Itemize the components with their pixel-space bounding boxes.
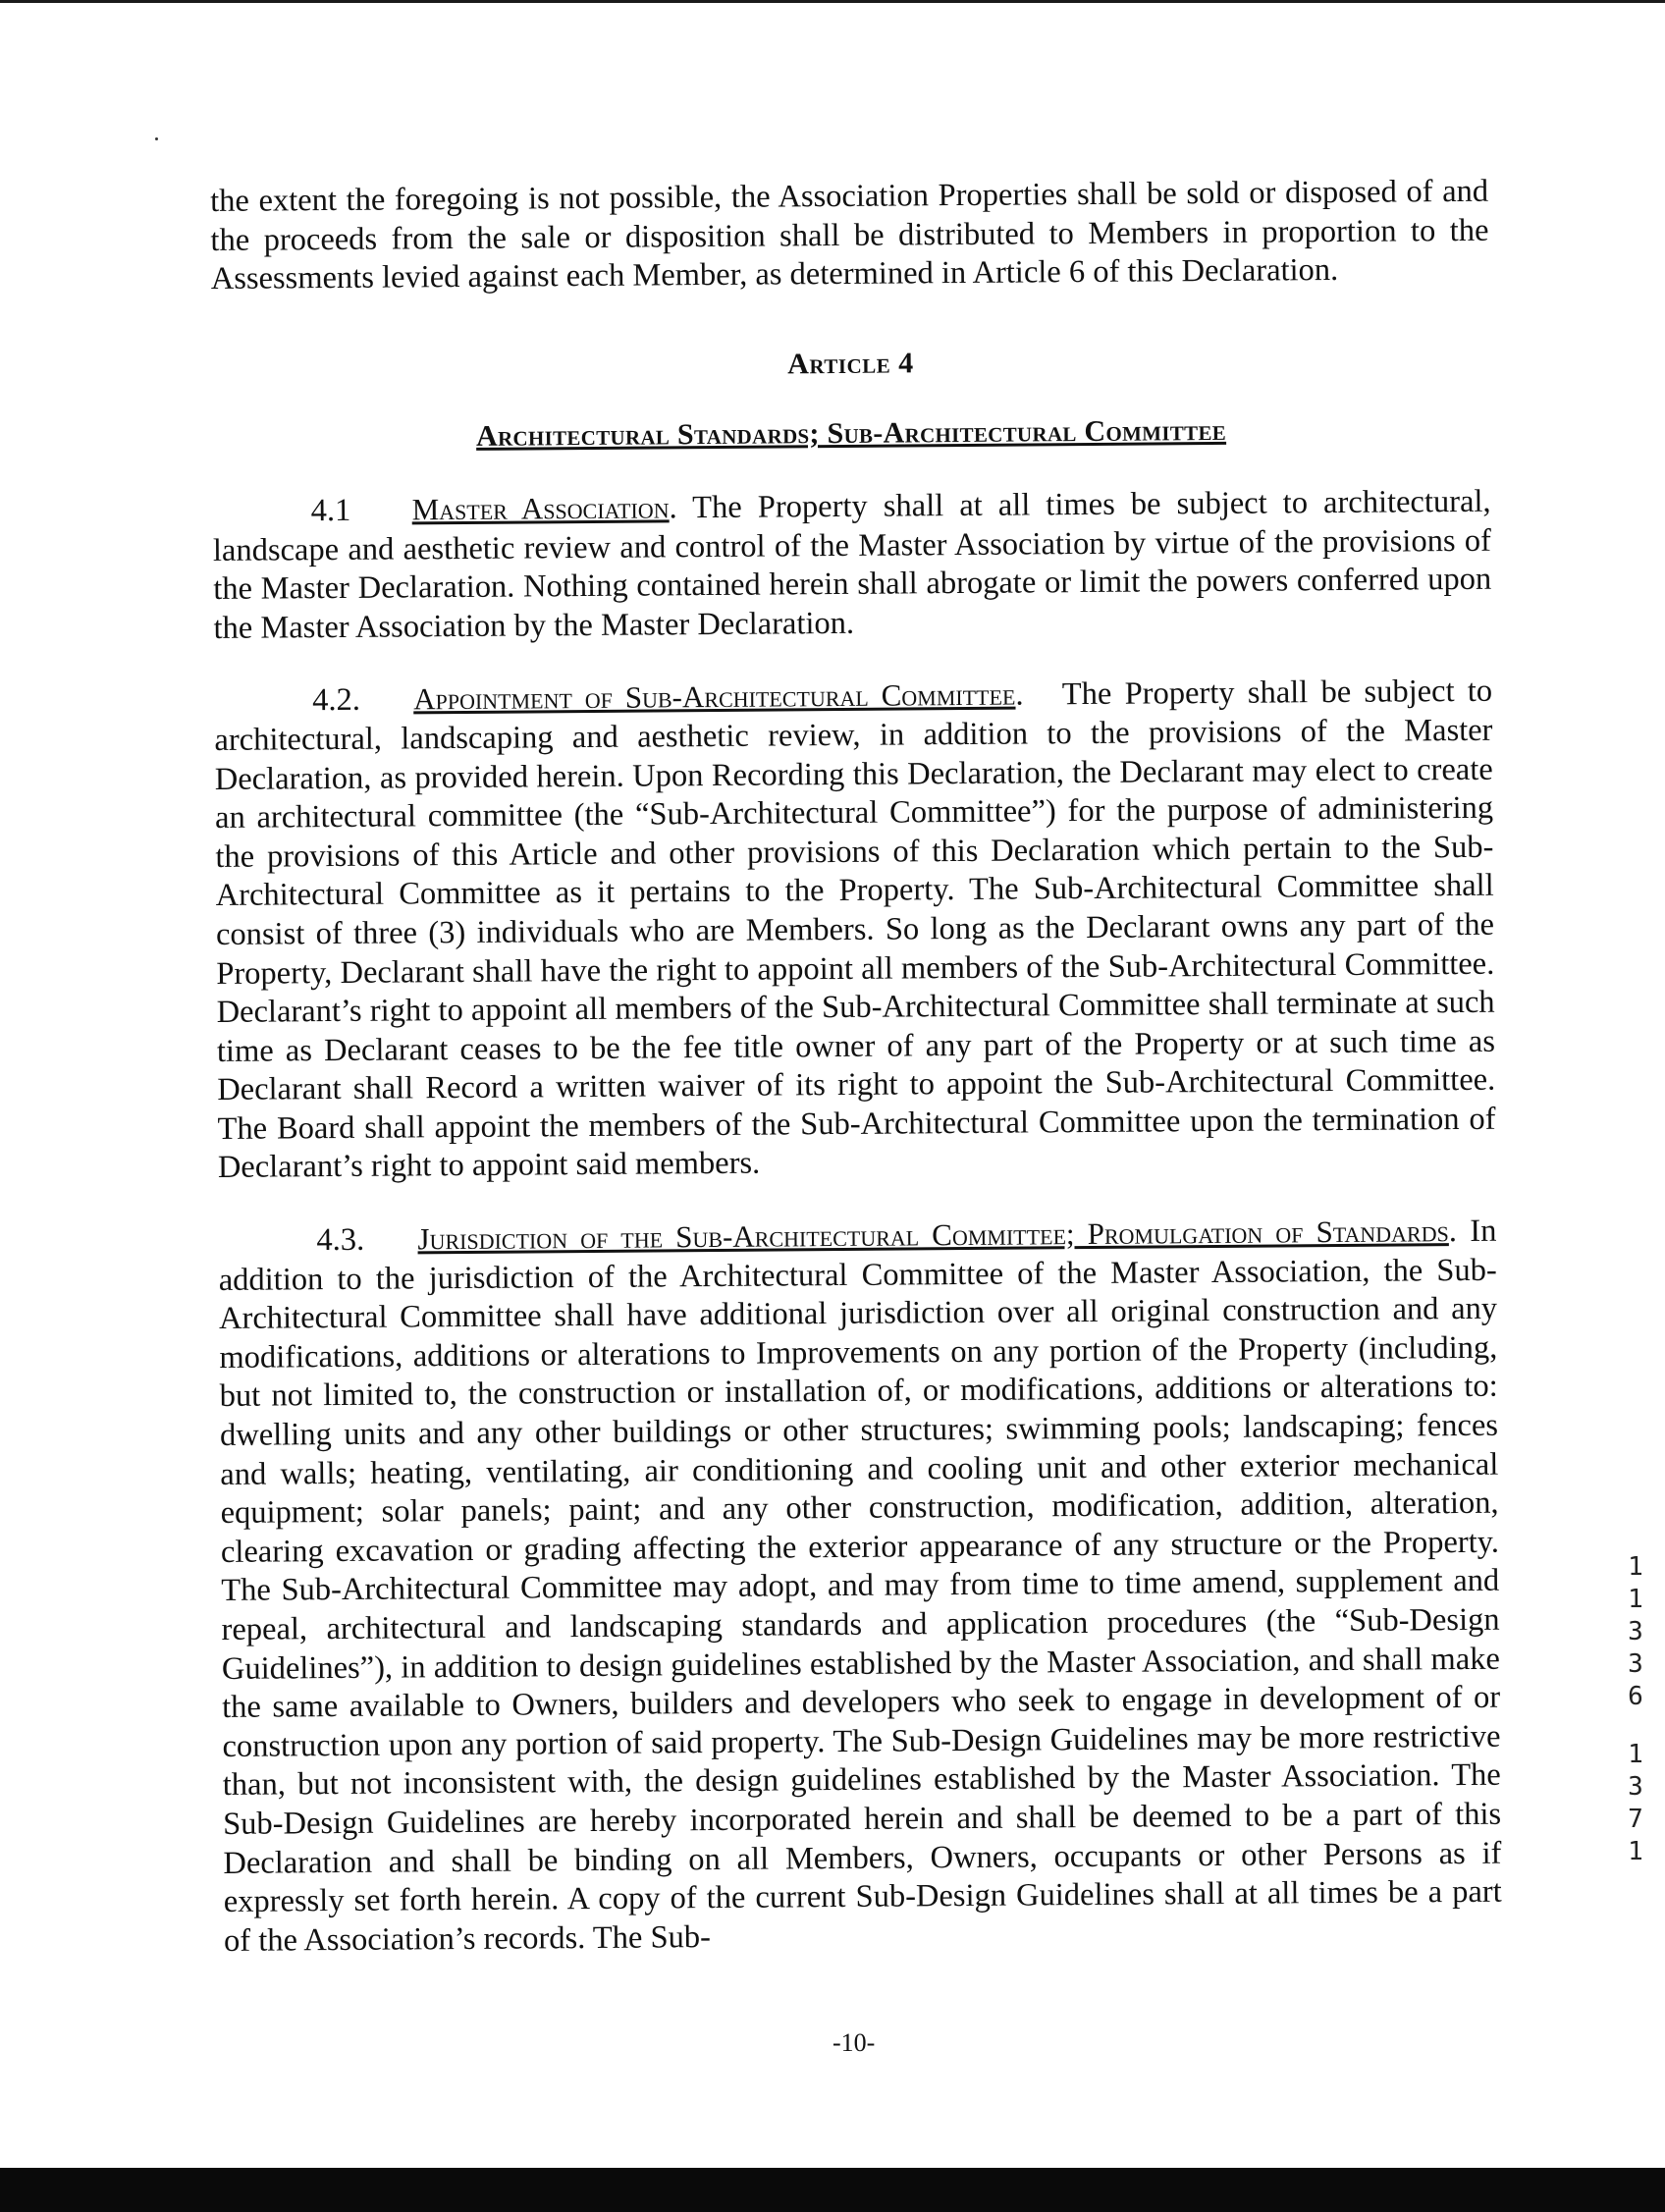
- stamp-digit: 1: [1628, 1585, 1643, 1614]
- stamp-digit: 1: [1628, 1837, 1643, 1866]
- article-number: Article 4: [787, 347, 914, 381]
- stamp-digit: 1: [1628, 1740, 1643, 1769]
- section-body: The Property shall at all times be subject to architectural, landscape and aesthetic review and control of the Master Association by virtue of the provisions of the Master Declaration. Nothing contained herein shall abrogate or limit the powers conferred upon the Master Association by the Master Declaration.: [212, 483, 1492, 646]
- section-4-2: 4.2. Appointment of Sub-Architectural Committee. The Property shall be subject to architectural, landscaping and aesthetic review, in addition to the provisions of the Master Declaration, as provided herein. Upon Recording this Declaration, the Declarant may elect to create an architectural committee (the “Sub-Architectural Committee”) for the purpose of administering the provisions of this Article and other provisions of this Declaration which pertain to the Sub-Architectural Committee as it pertains to the Property. The Sub-Architectural Committee shall consist of three (3) individuals who are Members. So long as the Declarant owns any part of the Property, Declarant shall have the right to appoint all members of the Sub-Architectural Committee. Declarant’s right to appoint all members of the Sub-Architectural Committee shall terminate at such time as Declarant ceases to be the fee title owner of any part of the Property or at such time as Declarant shall Record a written waiver of its right to appoint the Sub-Architectural Committee. The Board shall appoint the members of the Sub-Architectural Committee upon the termination of Declarant’s right to appoint said members.: [214, 674, 1496, 1186]
- section-body: The Property shall be subject to architectural, landscaping and aesthetic review, in addition to the provisions of the Master Declaration, as provided herein. Upon Recording this Declaration, the Declarant may elect to create an architectural committee (the “Sub-Architectural Committee”) for the purpose of administering the provisions of this Article and other provisions of this Declaration which pertain to the Sub-Architectural Committee as it pertains to the Property. The Sub-Architectural Committee shall consist of three (3) individuals who are Members. So long as the Declarant owns any part of the Property, Declarant shall have the right to appoint all members of the Sub-Architectural Committee. Declarant’s right to appoint all members of the Sub-Architectural Committee shall terminate at such time as Declarant ceases to be the fee title owner of any part of the Property or at such time as Declarant shall Record a written waiver of its right to appoint the Sub-Architectural Committee. The Board shall appoint the members of the Sub-Architectural Committee upon the termination of Declarant’s right to appoint said members.: [214, 674, 1496, 1186]
- section-4-3: 4.3. Jurisdiction of the Sub-Architectural Committee; Promulgation of Standards. In addition to the jurisdiction of the Architectural Committee of the Master Association, the Sub-Architectural Committee shall have additional jurisdiction over all original construction and any modifications, additions or alterations to Improvements on any portion of the Property (including, but not limited to, the construction or installation of, or modifications, additions or alterations to: dwelling units and any other buildings or other structures; swimming pools; landscaping; fences and walls; heating, ventilating, air conditioning and cooling unit and other exterior mechanical equipment; solar panels; paint; and any other construction, modification, addition, alteration, clearing excavation or grading affecting the exterior appearance of any structure or the Property. The Sub-Architectural Committee may adopt, and may from time to time amend, supplement and repeal, architectural and landscaping standards and application procedures (the “Sub-Design Guidelines”), in addition to design guidelines established by the Master Association, and shall make the same available to Owners, builders and developers who seek to engage in development of or construction upon any portion of said property. The Sub-Design Guidelines may be more restrictive than, but not inconsistent with, the design guidelines established by the Master Association. The Sub-Design Guidelines are hereby incorporated herein and shall be deemed to be a part of this Declaration and shall be binding on all Members, Owners, occupants or other Persons as if expressly set forth herein. A copy of the current Sub-Design Guidelines shall at all times be a part of the Association’s records. The Sub-: [218, 1213, 1502, 1959]
- stamp-digit: 7: [1628, 1805, 1643, 1834]
- section-heading: Appointment of Sub-Architectural Committee: [413, 676, 1016, 717]
- section-number: 4.3.: [316, 1221, 365, 1259]
- article-title: Architectural Standards; Sub-Architectural Committee: [475, 414, 1227, 454]
- section-number: 4.1: [310, 492, 351, 529]
- stamp-digit: 1: [1628, 1552, 1643, 1582]
- section-heading: Master Association: [411, 490, 670, 527]
- scan-speck: [155, 137, 158, 140]
- section-4-1: 4.1 Master Association. The Property shall at all times be subject to architectural, landscape and aesthetic review and control of the Master Association by virtue of the provisions of the Master Declaration. Nothing contained herein shall abrogate or limit the powers conferred upon the Master Association by the Master Declaration.: [212, 483, 1492, 646]
- document-body: [210, 173, 1502, 1962]
- section-number: 4.2.: [312, 682, 361, 719]
- stamp-digit: 3: [1628, 1772, 1643, 1802]
- scan-bottom-border: [0, 2168, 1665, 2212]
- section-heading: Jurisdiction of the Sub-Architectural Committee; Promulgation of Standards: [417, 1214, 1449, 1257]
- scan-top-edge: [0, 0, 1665, 3]
- stamp-digit: 6: [1628, 1682, 1643, 1711]
- page-number: -10-: [832, 2028, 876, 2057]
- stamp-digit: 3: [1628, 1649, 1643, 1679]
- stamp-digit: 3: [1628, 1617, 1643, 1646]
- section-body: In addition to the jurisdiction of the Architectural Committee of the Master Association, the Sub-Architectural Committee shall have additional jurisdiction over all original construction and any modifications, additions or alterations to Improvements on any portion of the Property (including, but not limited to, the construction or installation of, or modifications, additions or alterations to: dwelling units and any other buildings or other structures; swimming pools; landscaping; fences and walls; heating, ventilating, air conditioning and cooling unit and other exterior mechanical equipment; solar panels; paint; and any other construction, modification, addition, alteration, clearing excavation or grading affecting the exterior appearance of any structure or the Property. The Sub-Architectural Committee may adopt, and may from time to time amend, supplement and repeal, architectural and landscaping standards and application procedures (the “Sub-Design Guidelines”), in addition to design guidelines established by the Master Association, and shall make the same available to Owners, builders and developers who seek to engage in development of or construction upon any portion of said property. The Sub-Design Guidelines may be more restrictive than, but not inconsistent with, the design guidelines established by the Master Association. The Sub-Design Guidelines are hereby incorporated herein and shall be deemed to be a part of this Declaration and shall be binding on all Members, Owners, occupants or other Persons as if expressly set forth herein. A copy of the current Sub-Design Guidelines shall at all times be a part of the Association’s records. The Sub-: [218, 1213, 1502, 1959]
- margin-document-stamp: [1622, 1551, 1649, 1868]
- intro-paragraph: the extent the foregoing is not possible, the Association Properties shall be sold or disposed of and the proceeds from the sale or disposition shall be distributed to Members in proportion to the Assessments levied against each Member, as determined in Article 6 of this Declaration.: [210, 173, 1489, 297]
